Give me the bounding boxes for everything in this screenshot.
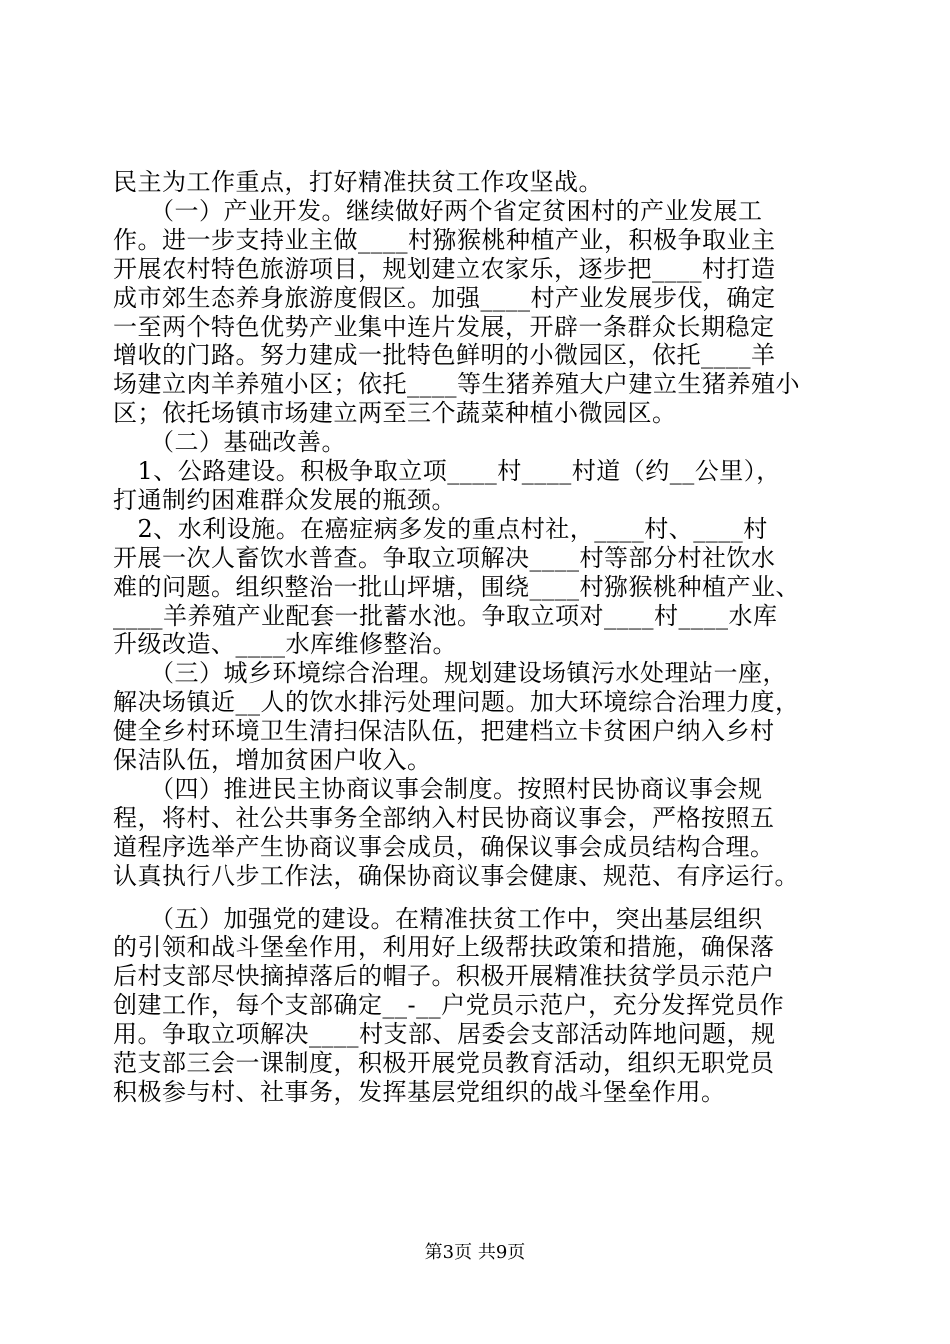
text-line: 区；依托场镇市场建立两至三个蔬菜种植小微园区。 bbox=[113, 399, 677, 427]
text-line: （一）产业开发。继续做好两个省定贫困村的产业发展工 bbox=[113, 197, 763, 225]
text-line: 增收的门路。努力建成一批特色鲜明的小微园区，依托____羊 bbox=[113, 341, 776, 369]
text-line: 保洁队伍，增加贫困户收入。 bbox=[113, 746, 432, 774]
text-line: 成市郊生态养身旅游度假区。加强____村产业发展步伐，确定 bbox=[113, 284, 776, 312]
text-line: 范支部三会一课制度，积极开展党员教育活动，组织无职党员 bbox=[113, 1049, 775, 1077]
text-line: 民主为工作重点，打好精准扶贫工作攻坚战。 bbox=[113, 168, 603, 196]
text-line: （五）加强党的建设。在精准扶贫工作中，突出基层组织 bbox=[113, 905, 763, 933]
text-line: 创建工作，每个支部确定__-__户党员示范户，充分发挥党员作 bbox=[113, 991, 785, 1019]
text-line: 程，将村、社公共事务全部纳入村民协商议事会，严格按照五 bbox=[113, 804, 775, 832]
text-line: 升级改造、____水库维修整治。 bbox=[113, 630, 457, 658]
text-line: 开展一次人畜饮水普查。争取立项解决____村等部分村社饮水 bbox=[113, 544, 776, 572]
text-line: 积极参与村、社事务，发挥基层党组织的战斗堡垒作用。 bbox=[113, 1078, 726, 1106]
text-line: 作。进一步支持业主做____村猕猴桃种植产业，积极争取业主 bbox=[113, 226, 776, 254]
text-line: 的引领和战斗堡垒作用，利用好上级帮扶政策和措施，确保落 bbox=[113, 933, 775, 961]
text-line: 难的问题。组织整治一批山坪塘，围绕____村猕猴桃种植产业、 bbox=[113, 573, 800, 601]
text-line: 打通制约困难群众发展的瓶颈。 bbox=[113, 486, 456, 514]
text-line: 解决场镇近__人的饮水排污处理问题。加大环境综合治理力度， bbox=[113, 688, 800, 716]
text-line: 开展农村特色旅游项目，规划建立农家乐，逐步把____村打造 bbox=[113, 255, 776, 283]
text-line: ____羊养殖产业配套一批蓄水池。争取立项对____村____水库 bbox=[113, 602, 778, 630]
text-line: 场建立肉羊养殖小区；依托____等生猪养殖大户建立生猪养殖小 bbox=[113, 370, 800, 398]
text-line: （四）推进民主协商议事会制度。按照村民协商议事会规 bbox=[113, 775, 763, 803]
text-line: 后村支部尽快摘掉落后的帽子。积极开展精准扶贫学员示范户 bbox=[113, 962, 775, 990]
text-line: 道程序选举产生协商议事会成员，确保议事会成员结构合理。 bbox=[113, 833, 775, 861]
text-line: （二）基础改善。 bbox=[113, 428, 346, 456]
text-line: 用。争取立项解决____村支部、居委会支部活动阵地问题，规 bbox=[113, 1020, 776, 1048]
text-line: （三）城乡环境综合治理。规划建设场镇污水处理站一座， bbox=[113, 659, 787, 687]
page-number-footer: 第3页 共9页 bbox=[424, 1242, 526, 1263]
text-line: 认真执行八步工作法，确保协商议事会健康、规范、有序运行。 bbox=[113, 862, 799, 890]
text-line: 2、水利设施。在癌症病多发的重点村社，____村、____村 bbox=[113, 515, 768, 543]
text-line: 1、公路建设。积极争取立项____村____村道（约__公里）， bbox=[113, 457, 781, 485]
text-line: 一至两个特色优势产业集中连片发展，开辟一条群众长期稳定 bbox=[113, 313, 775, 341]
text-line: 健全乡村环境卫生清扫保洁队伍，把建档立卡贫困户纳入乡村 bbox=[113, 717, 775, 745]
